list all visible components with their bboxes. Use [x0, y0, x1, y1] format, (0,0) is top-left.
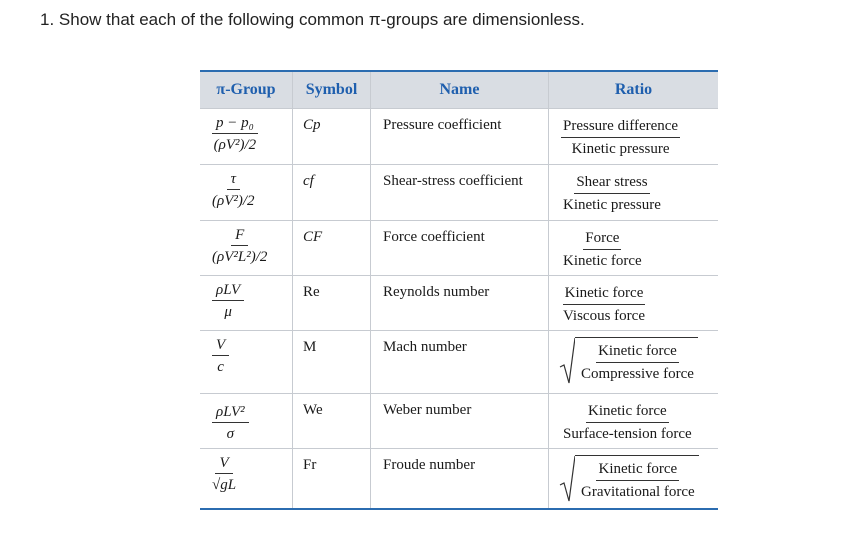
formula-denominator: σ [226, 426, 235, 442]
ratio-numerator: Shear stress [574, 171, 649, 194]
symbol-cell: Cp [293, 109, 371, 164]
ratio-cell [549, 331, 718, 393]
ratio-denominator: Kinetic pressure [563, 197, 661, 213]
formula-denominator: (ρV²)/2 [212, 193, 255, 209]
ratio-cell [549, 276, 718, 330]
ratio-denominator: Kinetic force [563, 253, 642, 269]
ratio-denominator: Gravitational force [581, 484, 695, 500]
pi-group-formula [200, 394, 293, 448]
question-text: 1. Show that each of the following common π-groups are dimensionless. [40, 10, 585, 29]
name-cell: Force coefficient [371, 221, 549, 275]
formula-numerator: ρLV [212, 280, 244, 301]
pi-group-formula [200, 109, 293, 164]
symbol-cell: We [293, 394, 371, 448]
ratio-cell [549, 109, 718, 164]
formula-numerator: V [212, 335, 229, 356]
formula-numerator: p − p₀ [212, 113, 258, 134]
table-row [200, 331, 718, 394]
name-cell: Weber number [371, 394, 549, 448]
pi-group-formula [200, 165, 293, 220]
name-cell: Shear-stress coefficient [371, 165, 549, 220]
ratio-numerator: Force [583, 227, 621, 250]
pi-group-formula [200, 449, 293, 508]
ratio-cell [549, 449, 718, 508]
ratio-denominator: Kinetic pressure [571, 141, 670, 157]
pi-group-formula [200, 221, 293, 275]
table-header [200, 72, 718, 109]
formula-denominator: μ [224, 304, 232, 320]
symbol-cell: M [293, 331, 371, 393]
name-cell: Froude number [371, 449, 549, 508]
formula-denominator: (ρV²L²)/2 [212, 249, 268, 265]
radical-sign-icon [559, 337, 575, 385]
pi-group-formula [200, 276, 293, 330]
ratio-cell [549, 221, 718, 275]
header-symbol: Symbol [293, 72, 371, 108]
ratio-cell [549, 165, 718, 220]
ratio-denominator: Surface-tension force [563, 426, 692, 442]
ratio-denominator: Viscous force [563, 308, 645, 324]
header-ratio: Ratio [614, 81, 653, 98]
square-root [559, 455, 699, 503]
ratio-numerator: Kinetic force [563, 282, 646, 305]
header-pi-group: π-Group [200, 72, 293, 108]
name-cell: Pressure coefficient [371, 109, 549, 164]
name-cell: Reynolds number [371, 276, 549, 330]
formula-denominator: √gL [212, 477, 237, 493]
formula-numerator: τ [227, 169, 240, 190]
symbol-cell: Re [293, 276, 371, 330]
table-row [200, 394, 718, 449]
table-row [200, 449, 718, 508]
header-name: Name [371, 72, 549, 108]
ratio-numerator: Kinetic force [596, 340, 679, 363]
ratio-denominator: Compressive force [581, 366, 694, 382]
formula-numerator: V [215, 453, 232, 474]
formula-numerator: ρLV² [212, 402, 249, 423]
formula-denominator: c [217, 359, 224, 375]
ratio-cell [549, 394, 718, 448]
pi-group-formula [200, 331, 293, 393]
symbol-cell: Fr [293, 449, 371, 508]
pi-groups-table [200, 70, 718, 510]
radical-sign-icon [559, 455, 575, 503]
symbol-cell: CF [293, 221, 371, 275]
table-row [200, 165, 718, 221]
ratio-numerator: Kinetic force [586, 400, 669, 423]
table-row [200, 109, 718, 165]
symbol-cell: cf [293, 165, 371, 220]
ratio-numerator: Kinetic force [596, 458, 679, 481]
square-root [559, 337, 698, 385]
ratio-numerator: Pressure difference [561, 115, 680, 138]
formula-numerator: F [231, 225, 248, 246]
table-row [200, 221, 718, 276]
table-row [200, 276, 718, 331]
formula-denominator: (ρV²)/2 [213, 137, 257, 153]
name-cell: Mach number [371, 331, 549, 393]
